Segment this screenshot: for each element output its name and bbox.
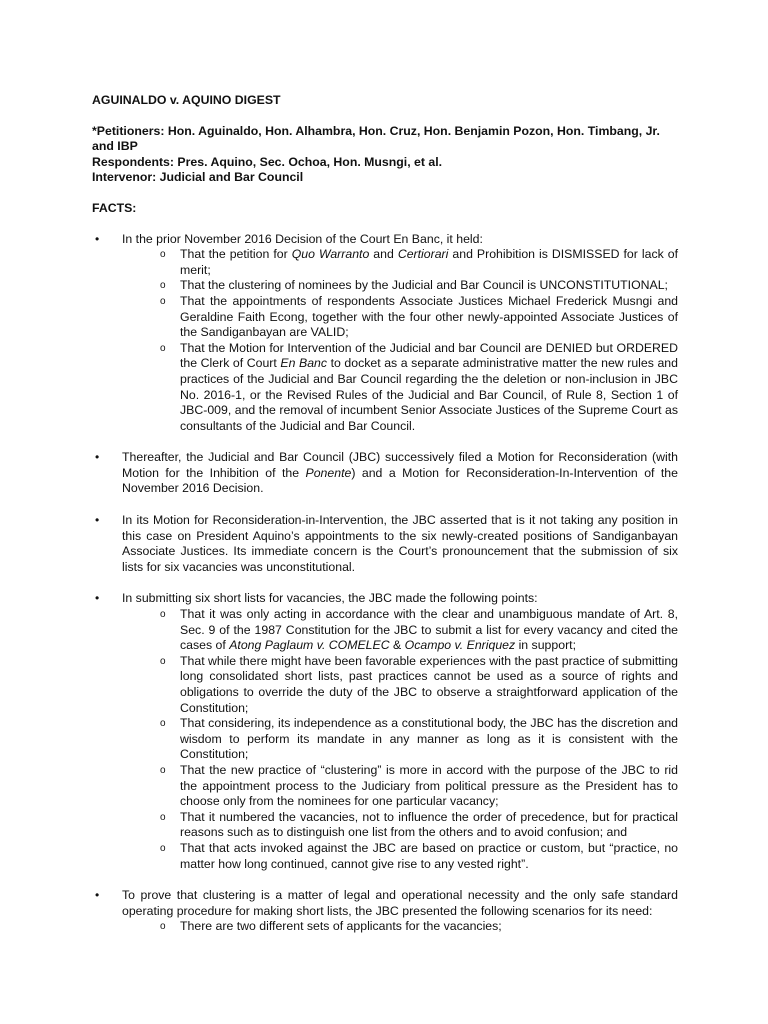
intervenor-line: Intervenor: Judicial and Bar Council: [92, 170, 304, 185]
fact-text: Thereafter, the Judicial and Bar Council (JBC) successively filed a Motion for Reconsideration (with Motion for the Inhibition of the: [122, 450, 678, 480]
sub-text: That the appointments of respondents Associate Justices Michael Frederick Musngi and Geraldine Faith Econg, together with the four other newly-appointed Associate Justices of the Sandiganbayan are VALID;: [180, 293, 678, 340]
sub-bullet-icon: o: [160, 764, 166, 776]
sub-item: [122, 716, 678, 763]
sub-text: That the clustering of nominees by the Judicial and Bar Council is UNCONSTITUTIONAL;: [180, 278, 668, 293]
sub-item: [122, 919, 678, 935]
sub-bullet-icon: o: [160, 921, 166, 933]
sub-bullet-icon: o: [160, 280, 166, 292]
fact-item: [92, 888, 678, 935]
sub-text: That it was only acting in accordance with the clear and unambiguous mandate of Art. 8, Sec. 9 of the 1987 Constitution for the JBC to submit a list for every vacancy and cited the cases of: [180, 607, 678, 653]
facts-heading: FACTS:: [92, 200, 137, 215]
sub-text: There are two different sets of applicants for the vacancies;: [180, 919, 502, 934]
bullet-icon: •: [95, 888, 100, 903]
sub-text: That the Motion for Intervention of the Judicial and bar Council are DENIED but ORDERED the Clerk of Court: [180, 340, 678, 371]
sub-text: That while there might have been favorable experiences with the past practice of submitting long consolidated short lists, past practices cannot be used as a source of rights and obligations to override the duty of the JBC to observe a straightforward application of the Constitution;: [180, 653, 678, 715]
document-title: AGUINALDO v. AQUINO DIGEST: [92, 93, 281, 107]
sub-text-italic: Certiorari: [397, 247, 449, 262]
sub-text-italic: Ocampo v. Enriquez: [404, 638, 516, 653]
sub-text-italic: En Banc: [280, 356, 328, 371]
fact-item: [92, 232, 678, 435]
sub-text: That it numbered the vacancies, not to influence the order of precedence, but for practical reasons such as to distinguish one list from the others and to avoid confusion; and: [180, 809, 678, 840]
sub-list: [122, 919, 678, 935]
facts-list: [92, 232, 678, 935]
fact-text: In its Motion for Reconsideration-in-Intervention, the JBC asserted that is it not taking any position in this case on President Aquino’s appointments to the six newly-created positions of Sandiganbayan Associate Justices. Its immediate concern is the Court’s pronouncement that the submission of six lists for six vacancies was unconstitutional.: [122, 513, 678, 574]
petitioners-line: *Petitioners: Hon. Aguinaldo, Hon. Alhambra, Hon. Cruz, Hon. Benjamin Pozon, Hon. Timbang, Jr. and IBP: [92, 123, 660, 154]
fact-item: [92, 591, 678, 872]
bullet-icon: •: [95, 591, 100, 606]
sub-bullet-icon: o: [160, 249, 166, 261]
sub-item: [122, 341, 678, 435]
sub-item: [122, 607, 678, 654]
sub-text: and Prohibition is DISMISSED for lack of merit;: [180, 247, 678, 277]
sub-text: and: [369, 247, 398, 262]
sub-bullet-icon: o: [160, 609, 166, 621]
sub-item: [122, 841, 678, 872]
bullet-icon: •: [95, 513, 100, 528]
fact-text: ) and a Motion for Reconsideration-In-Intervention of the November 2016 Decision.: [122, 465, 678, 496]
sub-bullet-icon: o: [160, 295, 166, 307]
bullet-icon: •: [95, 231, 100, 246]
sub-text: &: [389, 638, 405, 653]
fact-item: [92, 513, 678, 575]
sub-bullet-icon: o: [160, 655, 166, 667]
sub-bullet-icon: o: [160, 718, 166, 730]
fact-text: In submitting six short lists for vacancies, the JBC made the following points:: [122, 591, 538, 606]
sub-text: That that acts invoked against the JBC are based on practice or custom, but “practice, no matter how long continued, cannot give rise to any vested right”.: [180, 840, 678, 871]
sub-item: [122, 294, 678, 341]
document-body: [92, 93, 678, 951]
sub-list: [122, 247, 678, 434]
parties-block: [92, 124, 678, 186]
sub-list: [122, 607, 678, 872]
sub-bullet-icon: o: [160, 842, 166, 854]
sub-text: in support;: [515, 638, 576, 653]
sub-item: [122, 247, 678, 278]
sub-item: [122, 763, 678, 810]
bullet-icon: •: [95, 450, 100, 465]
fact-text-italic: Ponente: [305, 465, 352, 480]
sub-text: to docket as a separate administrative matter the new rules and practices of the Judicial and Bar Council regarding the the deletion or non-inclusion in JBC No. 2016-1, or the Revised Rules of the Judicial and Bar Council, of Rule 8, Section 1 of JBC-009, and the removal of incumbent Senior Associate Justices of the Supreme Court as consultants of the Judicial and Bar Council.: [180, 356, 678, 433]
respondents-line: Respondents: Pres. Aquino, Sec. Ochoa, Hon. Musngi, et al.: [92, 154, 443, 169]
fact-text: In the prior November 2016 Decision of the Court En Banc, it held:: [122, 231, 483, 246]
fact-text: To prove that clustering is a matter of legal and operational necessity and the only safe standard operating procedure for making short lists, the JBC presented the following scenarios for its need:: [122, 888, 678, 918]
sub-item: [122, 654, 678, 716]
sub-bullet-icon: o: [160, 811, 166, 823]
sub-text-italic: Atong Paglaum v. COMELEC: [229, 638, 390, 653]
sub-text: That the petition for: [180, 247, 292, 262]
sub-text: That the new practice of “clustering” is more in accord with the purpose of the JBC to rid the appointment process to the Judiciary from political pressure as the President has to choose only from the nominees for one particular vacancy;: [180, 762, 678, 809]
fact-item: [92, 450, 678, 497]
sub-text-italic: Quo Warranto: [291, 247, 370, 262]
sub-bullet-icon: o: [160, 342, 166, 354]
sub-item: [122, 810, 678, 841]
sub-text: That considering, its independence as a constitutional body, the JBC has the discretion and wisdom to perform its mandate in any manner as long as it is consistent with the Constitution;: [180, 716, 678, 762]
sub-item: [122, 278, 678, 294]
